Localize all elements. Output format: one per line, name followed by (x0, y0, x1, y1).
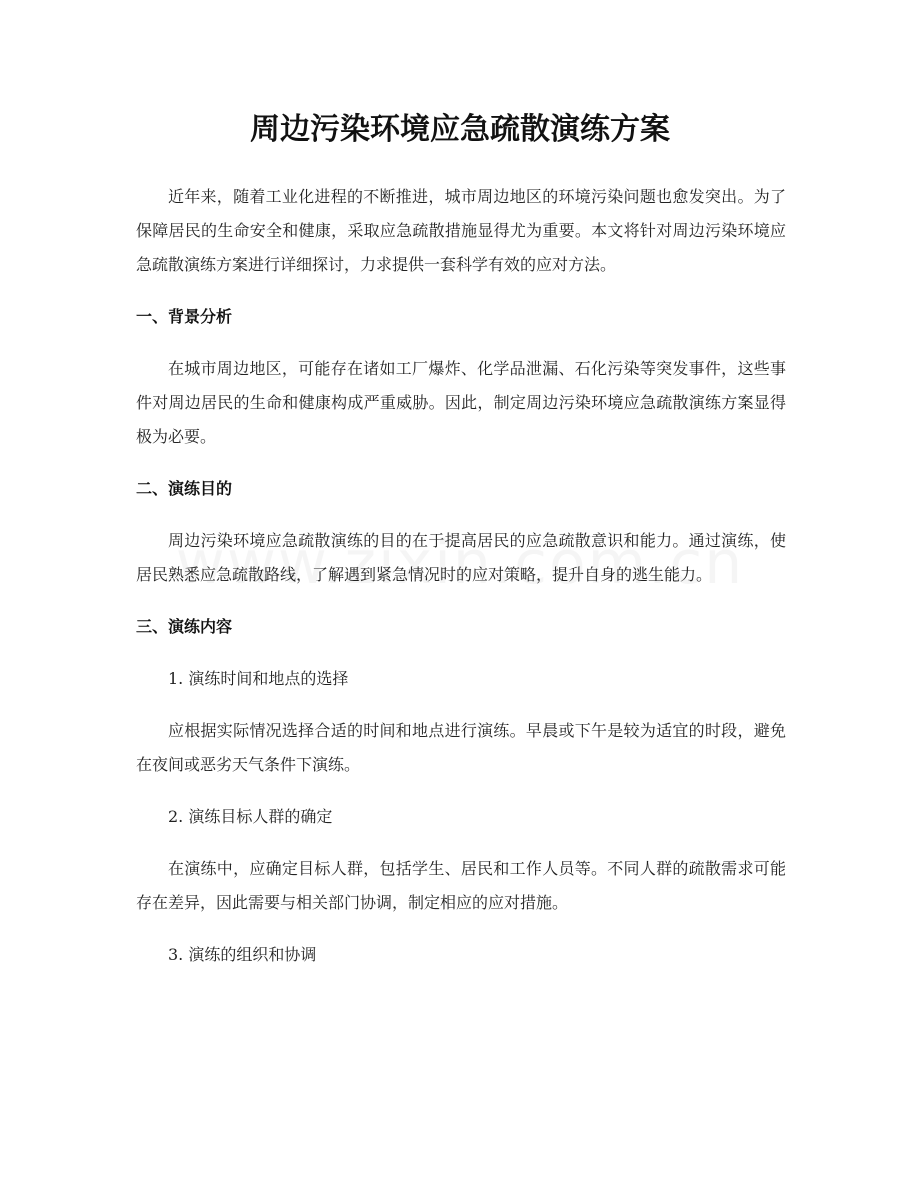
section-body-background: 在城市周边地区，可能存在诸如工厂爆炸、化学品泄漏、石化污染等突发事件，这些事件对周边居民的生命和健康构成严重威胁。因此，制定周边污染环境应急疏散演练方案显得极为必要。 (136, 359, 786, 446)
document-body (136, 180, 786, 972)
subsection-heading-time-place: 1. 演练时间和地点的选择 (168, 669, 349, 688)
subsection-heading-target-group: 2. 演练目标人群的确定 (168, 807, 333, 826)
section-heading-content: 三、演练内容 (136, 617, 233, 636)
document-title: 周边污染环境应急疏散演练方案 (250, 112, 670, 147)
subsection-heading-organization: 3. 演练的组织和协调 (168, 945, 317, 964)
section-body-purpose: 周边污染环境应急疏散演练的目的在于提高居民的应急疏散意识和能力。通过演练，使居民熟悉应急疏散路线，了解遇到紧急情况时的应对策略，提升自身的逃生能力。 (136, 531, 786, 584)
subsection-body-target-group: 在演练中，应确定目标人群，包括学生、居民和工作人员等。不同人群的疏散需求可能存在差异，因此需要与相关部门协调，制定相应的应对措施。 (136, 859, 786, 912)
section-heading-purpose: 二、演练目的 (136, 479, 233, 498)
section-heading-background: 一、背景分析 (136, 307, 233, 326)
subsection-body-time-place: 应根据实际情况选择合适的时间和地点进行演练。早晨或下午是较为适宜的时段，避免在夜间或恶劣天气条件下演练。 (136, 721, 786, 774)
intro-paragraph: 近年来，随着工业化进程的不断推进，城市周边地区的环境污染问题也愈发突出。为了保障居民的生命安全和健康，采取应急疏散措施显得尤为重要。本文将针对周边污染环境应急疏散演练方案进行详细探讨，力求提供一套科学有效的应对方法。 (136, 187, 786, 274)
